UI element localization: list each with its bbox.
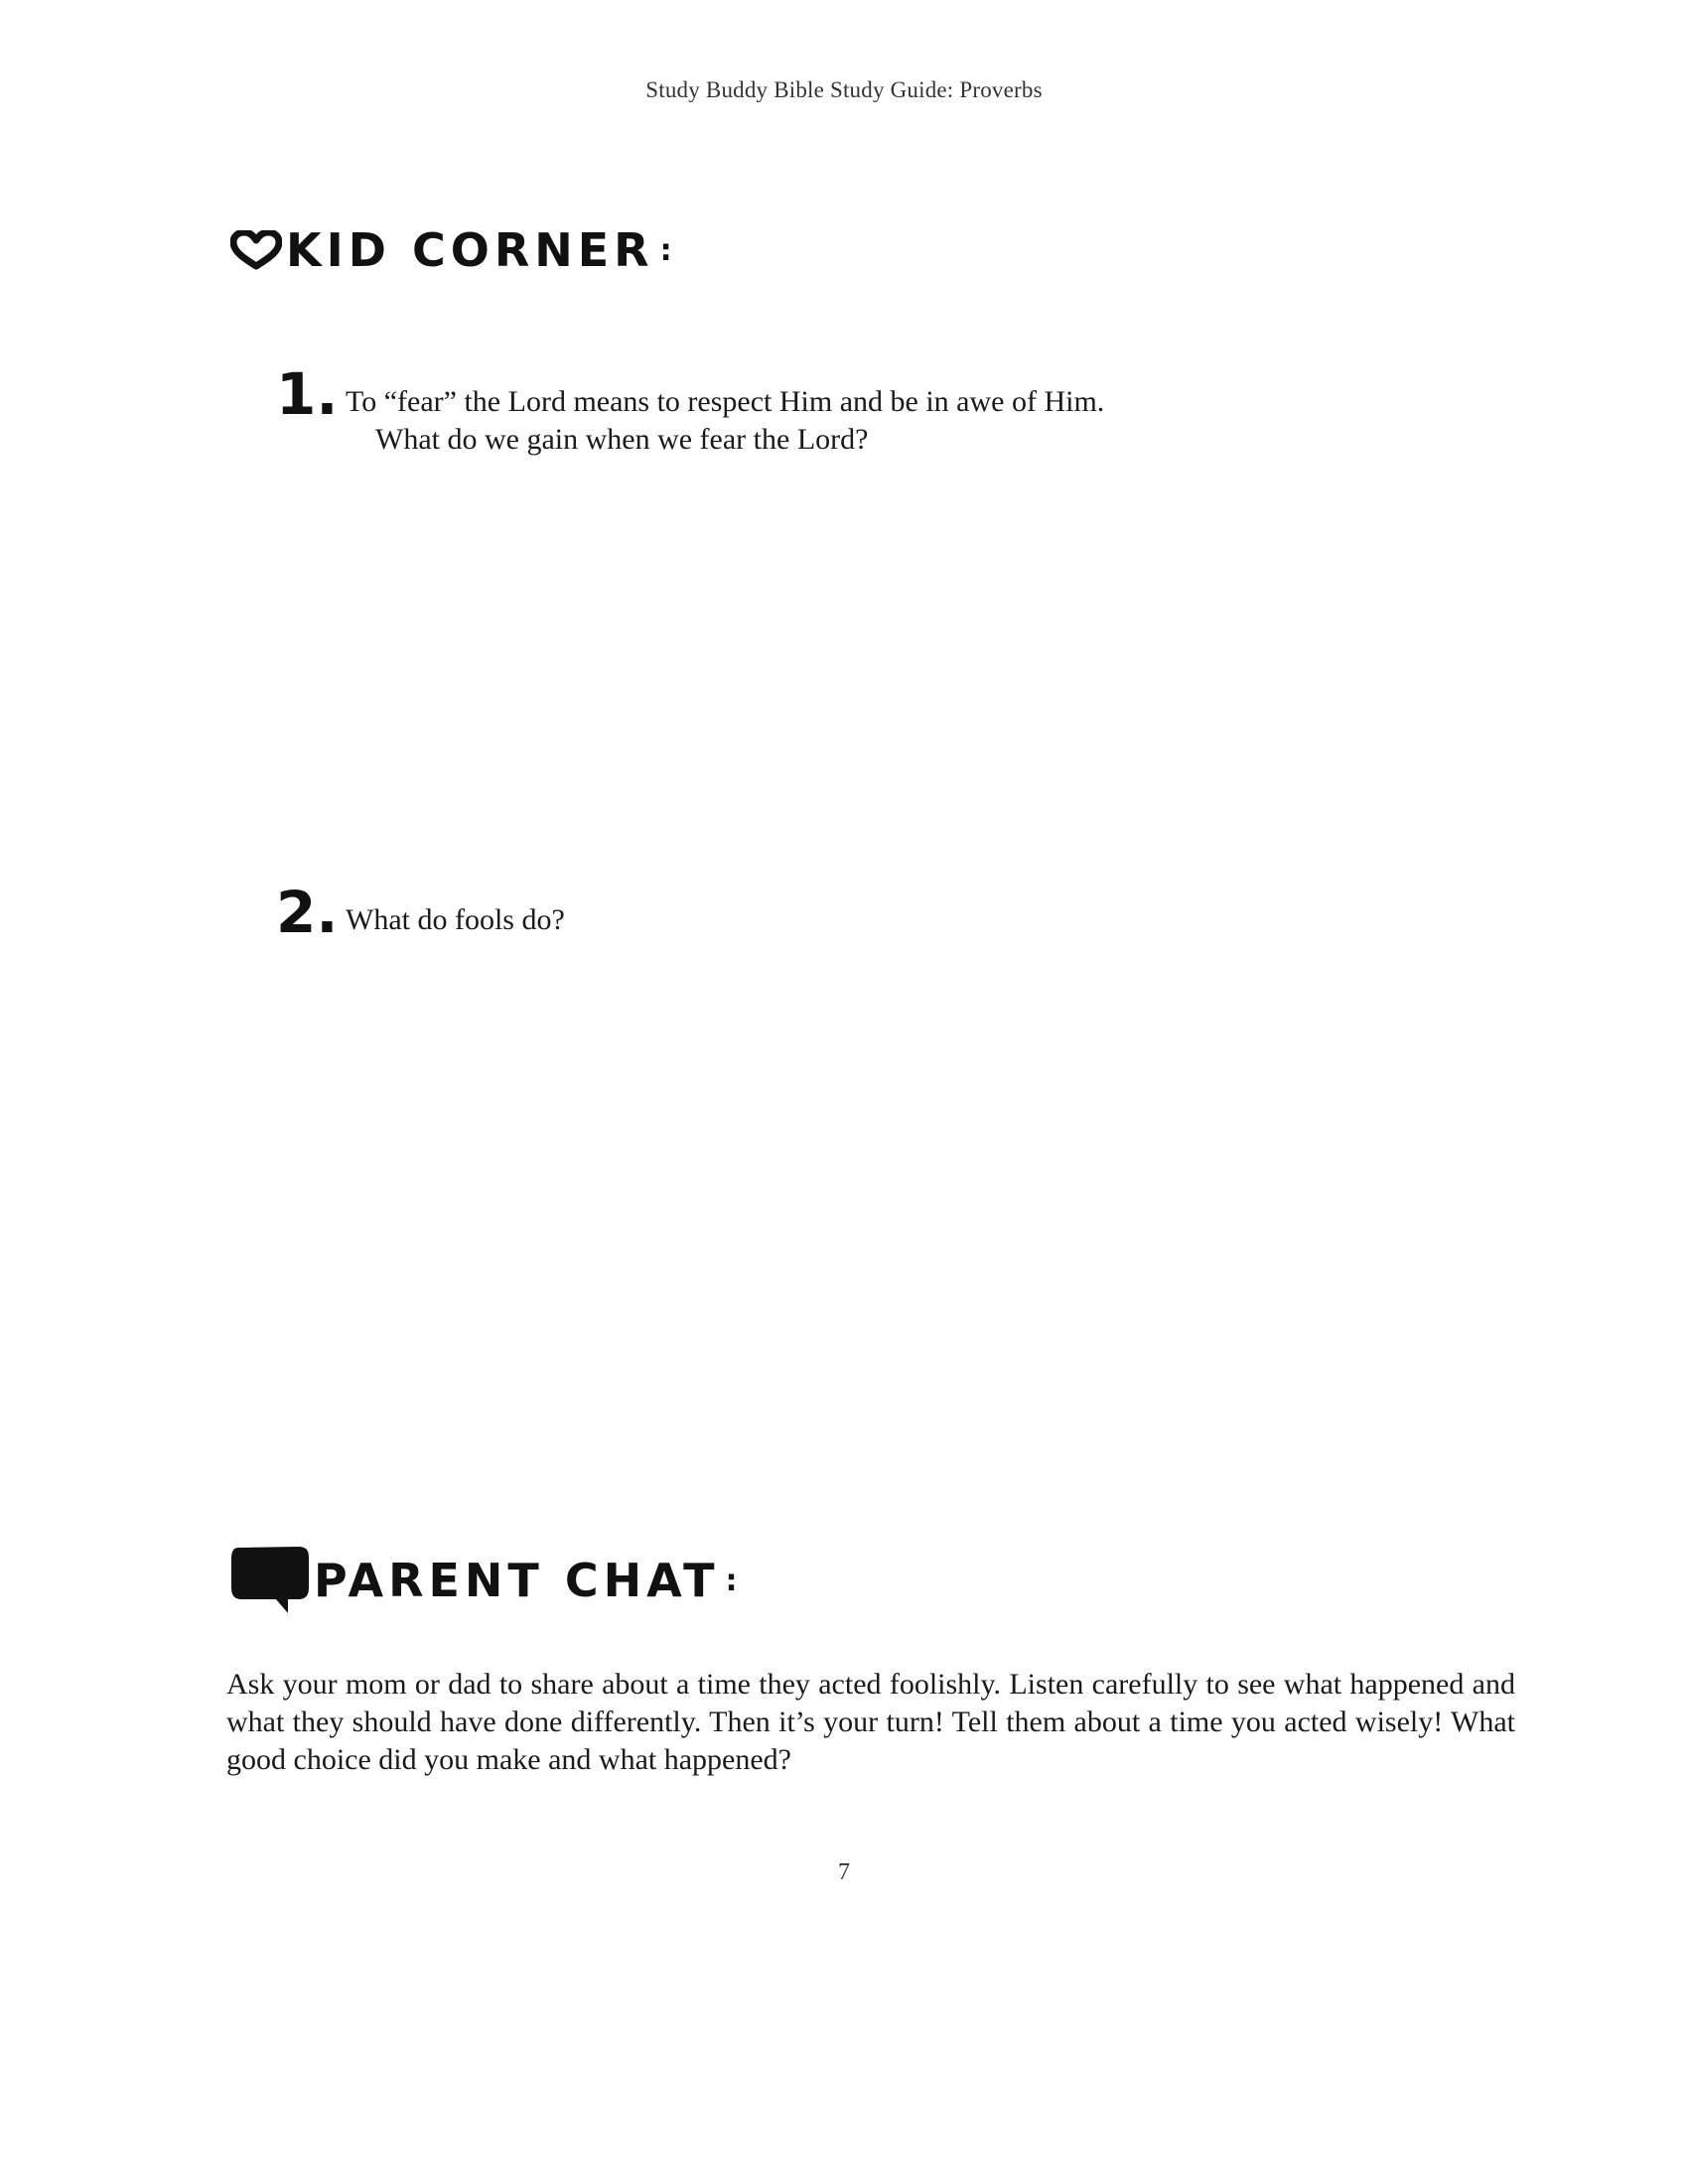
question-2-line-1: What do fools do? (346, 903, 565, 936)
running-header: Study Buddy Bible Study Guide: Proverbs (645, 77, 1043, 102)
question-2-number: 2. (276, 879, 339, 946)
parent-chat-body: Ask your mom or dad to share about a time they acted foolishly. Listen carefully to see what happened and what they should have done differently. Then it’s your turn! Tell them about a time you acted wisely! What good choice did you make and what happened? (226, 1668, 1515, 1776)
question-1-line-1: To “fear” the Lord means to respect Him and be in awe of Him. (346, 385, 1105, 418)
question-1-text (346, 365, 1104, 459)
question-1 (276, 360, 1105, 459)
heart-icon (230, 230, 282, 270)
kid-corner-heading (230, 223, 672, 277)
kid-corner-title: KID CORNER (286, 223, 654, 277)
page-number: 7 (838, 1859, 850, 1885)
question-1-number: 1. (276, 360, 339, 428)
parent-chat-heading (230, 1544, 738, 1617)
question-2 (276, 879, 565, 946)
question-1-line-2: What do we gain when we fear the Lord? (375, 423, 869, 456)
question-2-text (346, 884, 565, 939)
parent-chat-colon: : (725, 1563, 738, 1598)
parent-chat-title: PARENT CHAT (314, 1554, 720, 1607)
kid-corner-colon: : (659, 232, 672, 268)
speech-bubble-icon (230, 1544, 310, 1617)
